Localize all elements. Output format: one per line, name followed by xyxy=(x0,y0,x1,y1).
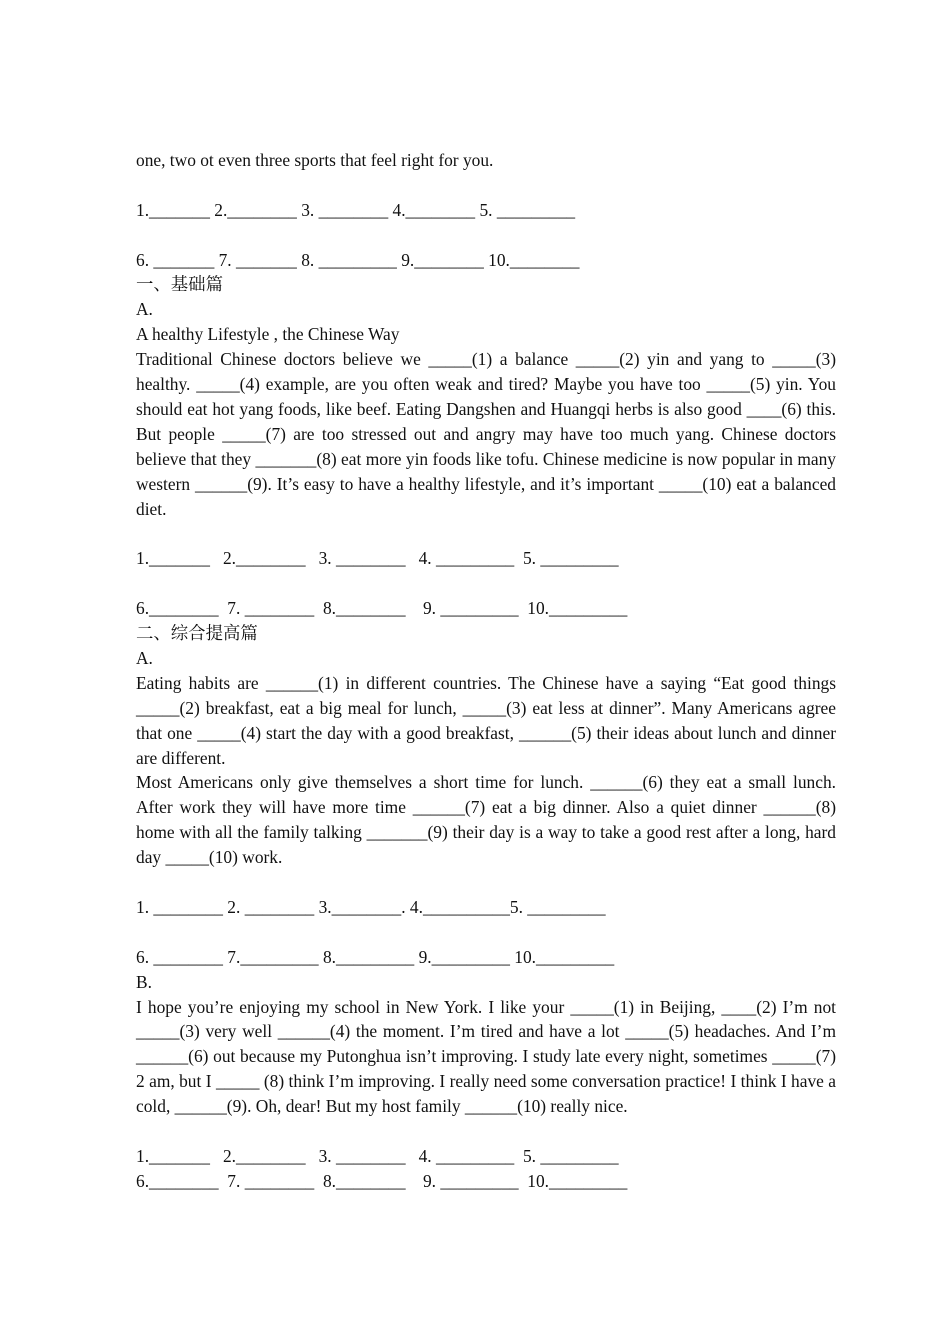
intro-line: one, two ot even three sports that feel right for you. xyxy=(136,150,494,170)
section2-partA-paragraph-1: Eating habits are ______(1) in different countries. The Chinese have a saying “Eat good things _____(2) breakfast, eat a big meal for lunch, _____(3) eat less at dinner”. Many Americans agree that one _____(4) start the day with a good breakfast, ______(5) their ideas about lunch and dinner are different. xyxy=(136,672,836,768)
section2-partB-answer-row-1: 1._______ 2.________ 3. ________ 4. _________ 5. _________ xyxy=(136,1145,619,1166)
section1-answer-row-1: 1._______ 2.________ 3. ________ 4. _________ 5. _________ xyxy=(136,548,619,569)
section2-partA-answer-row-2: 6. ________ 7._________ 8._________ 9._________ 10._________ xyxy=(136,946,615,967)
section2-partA-label: A. xyxy=(136,647,153,668)
intro-answer-row-1: 1._______ 2.________ 3. ________ 4.________ 5. _________ xyxy=(136,199,576,220)
spacer xyxy=(136,571,836,596)
section2-partB-answer-row-2: 6.________ 7. ________ 8.________ 9. _________ 10._________ xyxy=(136,1170,628,1191)
section2-partB-passage: I hope you’re enjoying my school in New York. I like your _____(1) in Beijing, ____(2) I’m not _____(3) very well ______(4) the moment. I’m tired and have a lot _____(5) headaches. And I’m ______(6) out because my Putonghua isn’t improving. I study late every night, sometimes _____(7) 2 am, but I _____ (8) think I’m improving. I really need some conversation practice! I think I have a cold, ______(9). Oh, dear! But my host family ______(10) really nice. xyxy=(136,996,836,1117)
section1-passage: Traditional Chinese doctors believe we _____(1) a balance _____(2) yin and yang to _____(3) healthy. _____(4) example, are you often weak and tired? Maybe you have too _____(5) yin. You should eat hot yang foods, like beef. Eating Dangshen and Huangqi herbs is also good ____(6) this. But people _____(7) are too stressed out and angry may have too much yang. Chinese doctors believe that they _______(8) eat more yin foods like tofu. Chinese medicine is now popular in many western ______(9). It’s easy to have a healthy lifestyle, and it’s important _____(10) eat a balanced diet. xyxy=(136,349,836,519)
section2-heading: 二、综合提高篇 xyxy=(136,623,258,644)
spacer xyxy=(136,920,836,945)
worksheet-page xyxy=(136,148,836,1194)
section1-title: A healthy Lifestyle , the Chinese Way xyxy=(136,324,400,345)
section2-partA-paragraph-2: Most Americans only give themselves a short time for lunch. ______(6) they eat a small lunch. After work they will have more time ______(7) eat a big dinner. Also a quiet dinner ______(8) home with all the family talking _______(9) their day is a way to take a good rest after a long, hard day _____(10) work. xyxy=(136,772,836,868)
spacer xyxy=(136,521,836,546)
section1-answer-row-2: 6.________ 7. ________ 8.________ 9. _________ 10._________ xyxy=(136,598,628,619)
section1-heading: 一、基础篇 xyxy=(136,274,223,295)
intro-answer-row-2: 6. _______ 7. _______ 8. _________ 9.________ 10.________ xyxy=(136,249,580,270)
section2-partB-label: B. xyxy=(136,971,152,992)
section1-part-label: A. xyxy=(136,299,153,320)
spacer xyxy=(136,1119,836,1144)
spacer xyxy=(136,870,836,895)
spacer xyxy=(136,223,836,248)
spacer xyxy=(136,173,836,198)
section2-partA-answer-row-1: 1. ________ 2. ________ 3.________. 4.__________5. _________ xyxy=(136,896,606,917)
